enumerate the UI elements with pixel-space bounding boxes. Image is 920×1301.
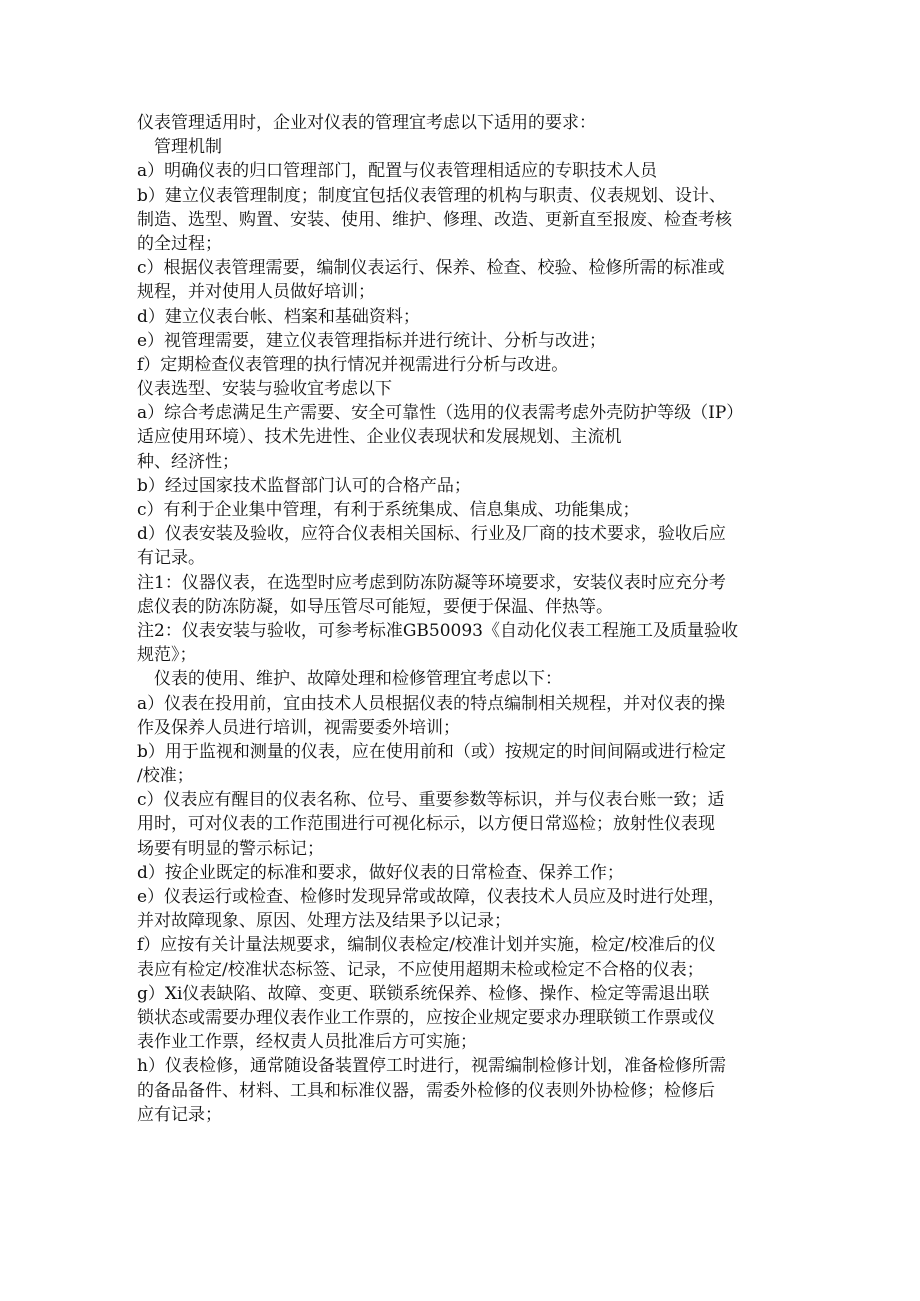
note-line: 注2：仪表安装与验收，可参考标准GB50093《自动化仪表工程施工及质量验收: [137, 620, 738, 641]
text-line: a）明确仪表的归口管理部门，配置与仪表管理相适应的专职技术人员: [137, 161, 658, 182]
text-line: b）建立仪表管理制度；制度宜包括仪表管理的机构与职责、仪表规划、设计、: [137, 185, 726, 206]
text-line: e）仪表运行或检查、检修时发现异常或故障，仪表技术人员应及时进行处理，: [137, 887, 726, 907]
text-line: 仪表管理适用时，企业对仪表的管理宜考虑以下适用的要求：: [137, 113, 596, 133]
text-line: 的全过程；: [137, 233, 222, 254]
text-line: f）定期检查仪表管理的执行情况并视需进行分析与改进。: [137, 354, 569, 375]
text-line: d）仪表安装及验收，应符合仪表相关国标、行业及厂商的技术要求，验收后应: [137, 524, 726, 545]
text-line: d）按企业既定的标准和要求，做好仪表的日常检查、保养工作；: [137, 862, 624, 883]
text-line: 制造、选型、购置、安装、使用、维护、修理、改造、更新直至报废、检查考核: [137, 209, 732, 230]
text-line: e）视管理需要，建立仪表管理指标并进行统计、分析与改进；: [137, 330, 607, 351]
section-heading: 管理机制: [154, 137, 222, 158]
section-heading: 仪表的使用、维护、故障处理和检修管理宜考虑以下：: [154, 669, 562, 690]
text-line: 场要有明显的警示标记；: [137, 838, 324, 859]
note-line: 注1：仪器仪表，在选型时应考虑到防冻防凝等环境要求，安装仪表时应充分考: [137, 572, 726, 593]
text-line: 规程，并对使用人员做好培训；: [137, 282, 375, 303]
text-line: 用时，可对仪表的工作范围进行可视化标示，以方便日常巡检；放射性仪表现: [137, 814, 715, 835]
text-line: g）Xi仪表缺陷、故障、变更、联锁系统保养、检修、操作、检定等需退出联: [137, 983, 710, 1004]
text-line: c）有利于企业集中管理，有利于系统集成、信息集成、功能集成；: [137, 500, 640, 520]
text-line: 作及保养人员进行培训，视需要委外培训；: [137, 717, 460, 738]
text-line: 表作业工作票，经权责人员批准后方可实施；: [137, 1032, 477, 1053]
document-body: [137, 111, 787, 1127]
text-line: b）用于监视和测量的仪表，应在使用前和（或）按规定的时间间隔或进行检定: [137, 741, 726, 762]
text-line: /校准；: [137, 766, 194, 787]
text-line: 种、经济性；: [137, 451, 239, 472]
text-line: f）应按有关计量法规要求，编制仪表检定/校准计划并实施，检定/校准后的仪: [137, 935, 716, 956]
note-line: 规范》；: [137, 645, 197, 666]
text-line: 适应使用环境）、技术先进性、企业仪表现状和发展规划、主流机: [137, 427, 622, 448]
section-heading: 仪表选型、安装与验收宜考虑以下: [137, 379, 392, 400]
text-line: 有记录。: [137, 548, 205, 569]
text-line: 锁状态或需要办理仪表作业工作票的，应按企业规定要求办理联锁工作票或仪: [137, 1007, 715, 1028]
text-line: c）根据仪表管理需要，编制仪表运行、保养、检查、校验、检修所需的标准或: [137, 258, 725, 279]
text-line: d）建立仪表台帐、档案和基础资料；: [137, 306, 420, 327]
text-line: 并对故障现象、原因、处理方法及结果予以记录；: [137, 911, 511, 932]
text-line: a）仪表在投用前，宜由技术人员根据仪表的特点编制相关规程，并对仪表的操: [137, 693, 726, 714]
text-line: c）仪表应有醒目的仪表名称、位号、重要参数等标识，并与仪表台账一致；适: [137, 790, 725, 811]
text-line: h）仪表检修，通常随设备装置停工时进行，视需编制检修计划，准备检修所需: [137, 1056, 726, 1077]
text-line: 表应有检定/校准状态标签、记录，不应使用超期未检或检定不合格的仪表；: [137, 959, 704, 980]
text-line: a）综合考虑满足生产需要、安全可靠性（选用的仪表需考虑外壳防护等级（IP）: [137, 403, 744, 424]
text-line: 的备品备件、材料、工具和标准仪器，需委外检修的仪表则外协检修；检修后: [137, 1080, 715, 1101]
text-line: b）经过国家技术监督部门认可的合格产品；: [137, 475, 471, 496]
note-line: 虑仪表的防冻防凝，如导压管尽可能短，要便于保温、伴热等。: [137, 596, 613, 617]
text-line: 应有记录；: [137, 1104, 222, 1125]
